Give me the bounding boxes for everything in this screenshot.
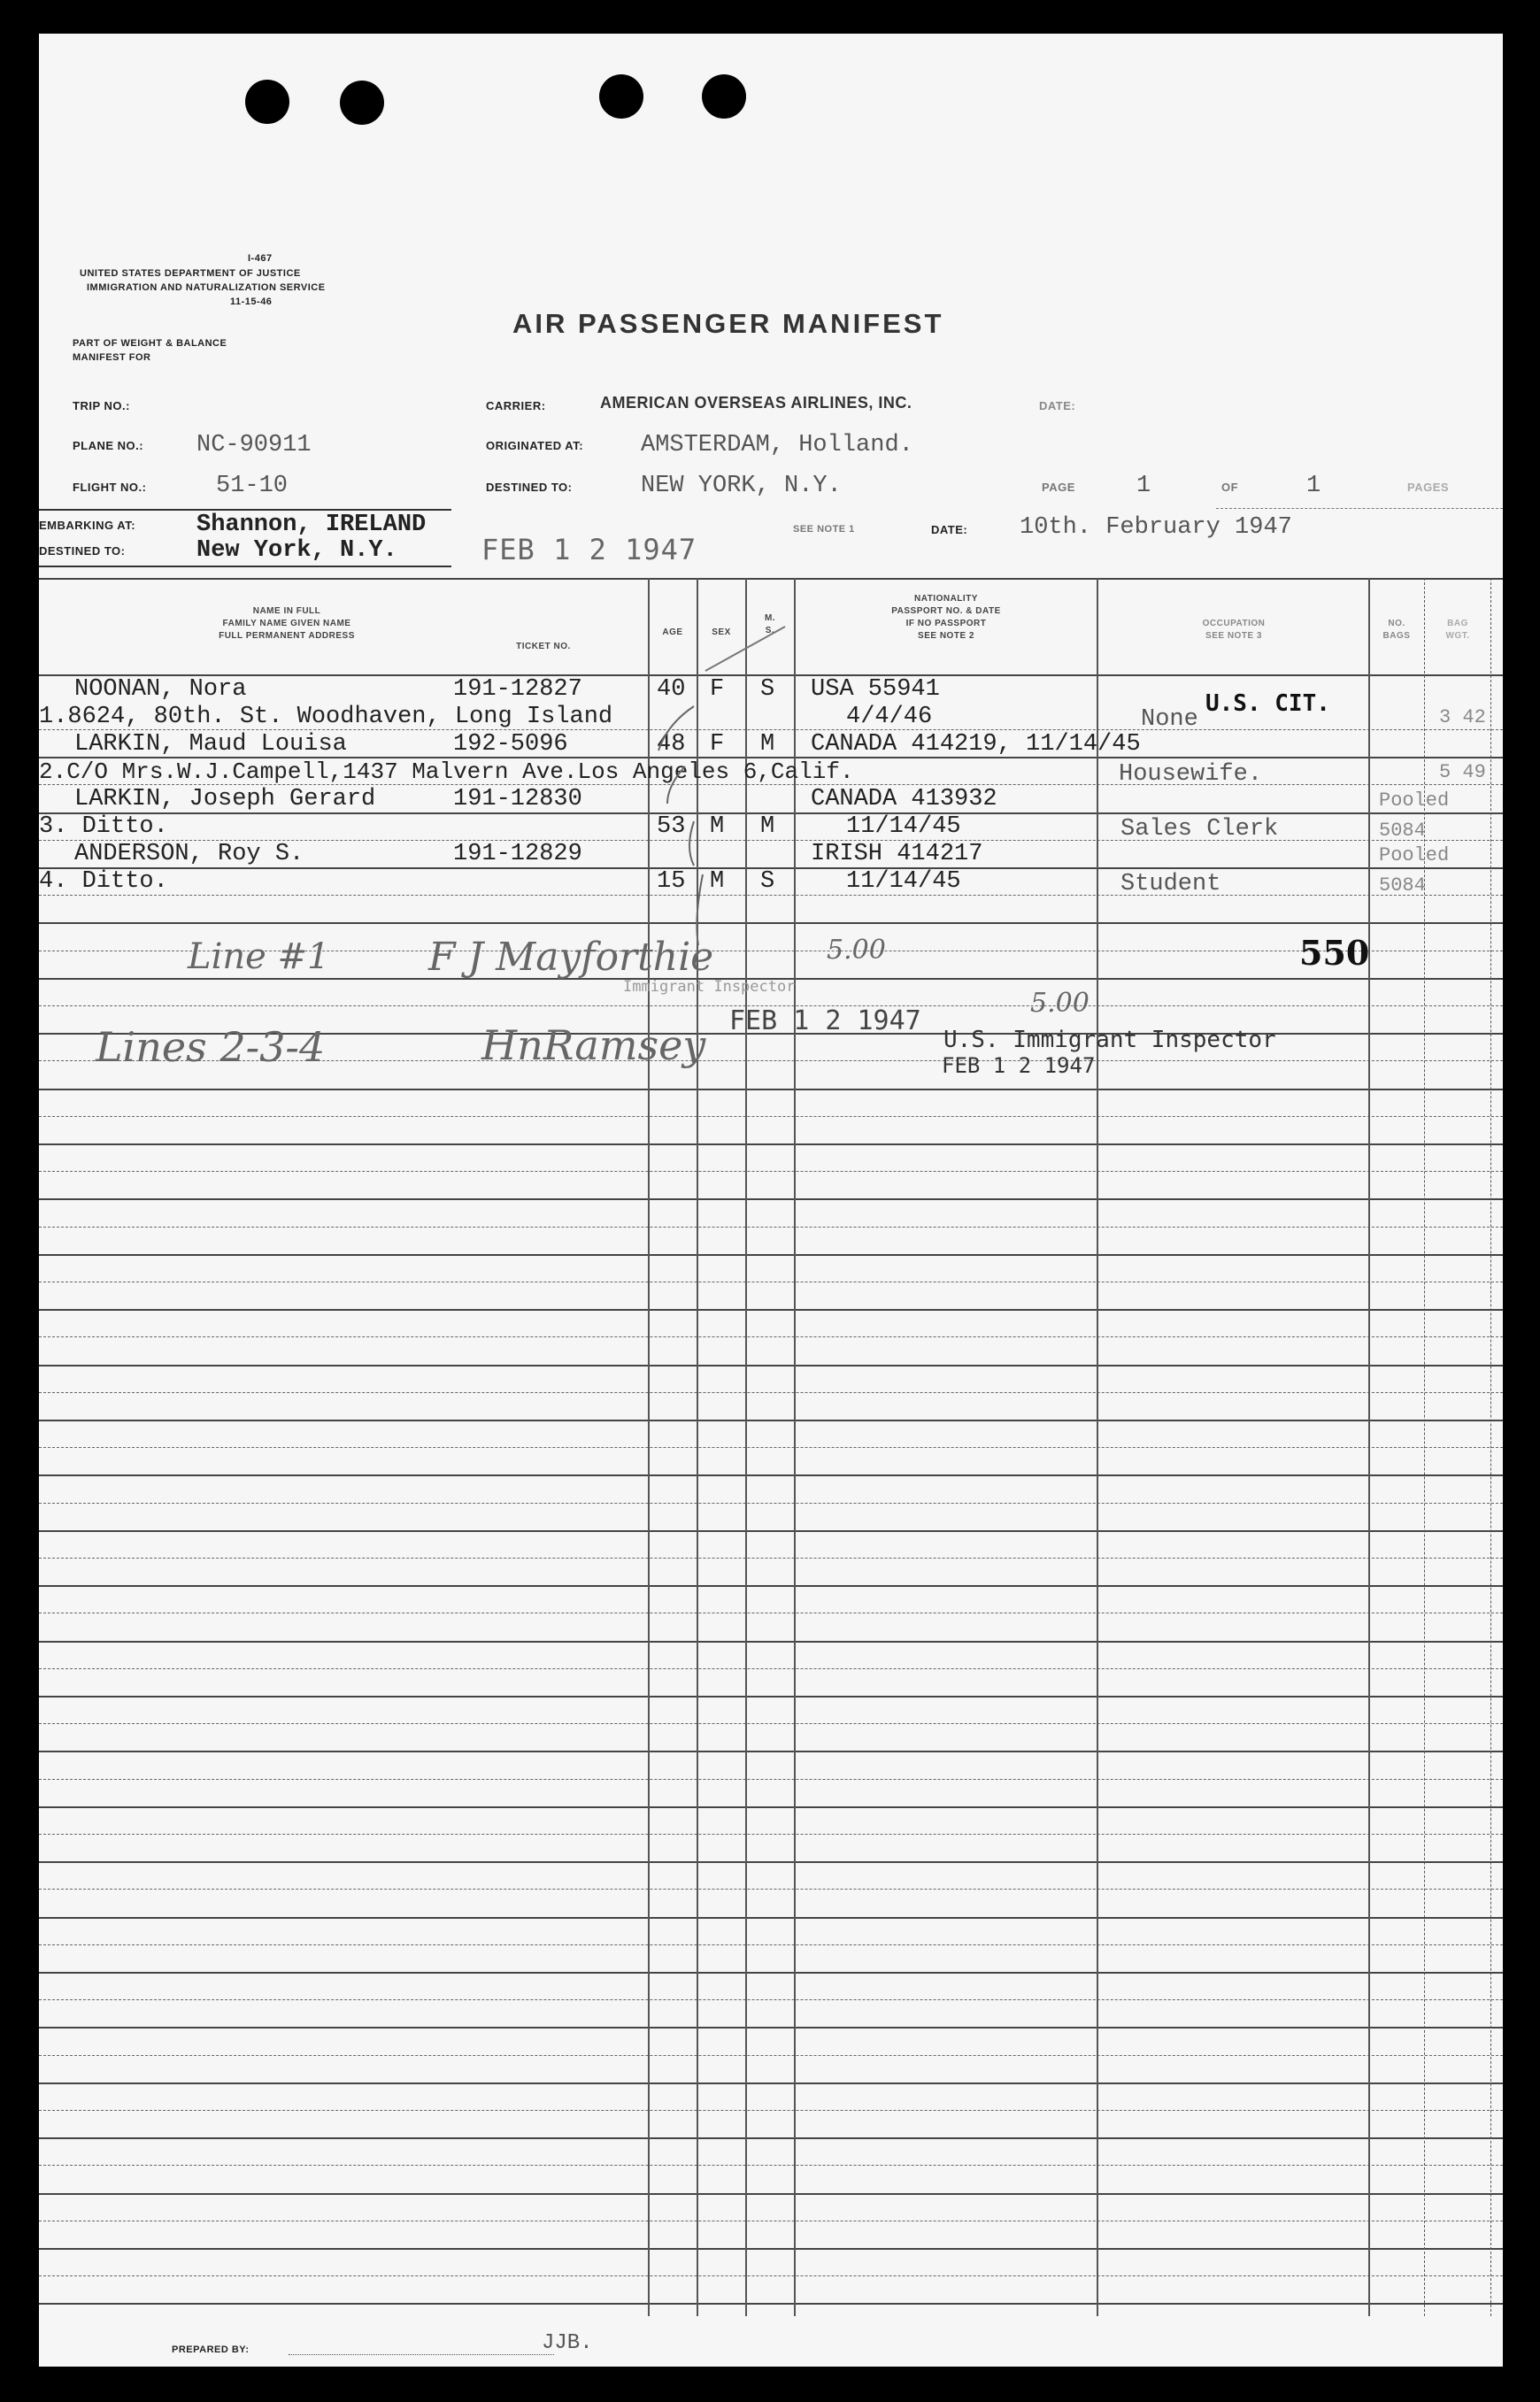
- ruled-line: [39, 1861, 1503, 1863]
- ruled-line: [39, 2137, 1503, 2139]
- prepared-by-label: PREPARED BY:: [172, 2344, 250, 2355]
- passenger-4-ticket: 191-12829: [453, 841, 582, 867]
- ruled-line: [39, 1944, 1503, 1945]
- col-header-address: FULL PERMANENT ADDRESS: [219, 631, 355, 641]
- carrier-value: AMERICAN OVERSEAS AIRLINES, INC.: [600, 394, 912, 412]
- passenger-4-name: ANDERSON, Roy S.: [74, 841, 304, 867]
- col-header-bags: BAGS: [1382, 631, 1411, 641]
- ruled-line: [39, 1696, 1503, 1698]
- passenger-1-name: NOONAN, Nora: [74, 676, 247, 703]
- punch-hole: [702, 74, 746, 119]
- passenger-4-sex: M: [710, 868, 725, 895]
- ruled-line: [39, 1558, 1503, 1559]
- passenger-1-citizen-stamp: U.S. CIT.: [1205, 690, 1330, 717]
- date-label-top: DATE:: [1039, 399, 1076, 412]
- embark-value: Shannon, IRELAND: [196, 512, 427, 538]
- trip-label: TRIP NO.:: [73, 399, 130, 412]
- passenger-3-age: 53: [657, 813, 686, 840]
- ruled-line: [39, 1474, 1503, 1476]
- col-header-age: AGE: [662, 627, 683, 637]
- inspector-stamp-small: Immigrant Inspector: [623, 978, 796, 996]
- col-header-nationality: NATIONALITY: [914, 594, 978, 604]
- service-name: IMMIGRATION AND NATURALIZATION SERVICE: [87, 282, 326, 293]
- col-header-sex: SEX: [712, 627, 731, 637]
- destined-rule: [39, 566, 451, 567]
- passenger-2-sex: F: [710, 731, 725, 758]
- passenger-1-weight: 3 42: [1439, 706, 1486, 728]
- passenger-4-ms: S: [760, 868, 775, 895]
- ruled-line: [39, 2193, 1503, 2195]
- passenger-2-weight: 5 49: [1439, 761, 1486, 783]
- received-stamp: FEB 1 2 1947: [481, 533, 697, 566]
- passenger-4-passport-date: 11/14/45: [846, 868, 961, 895]
- ruled-line: [39, 1530, 1503, 1532]
- embark-label: EMBARKING AT:: [39, 519, 136, 532]
- ruled-line: [39, 2275, 1503, 2276]
- inspector-stamp-title: U.S. Immigrant Inspector: [943, 1027, 1276, 1053]
- ruled-line: [39, 1365, 1503, 1367]
- punch-hole: [599, 74, 643, 119]
- col-header-no: NO.: [1388, 619, 1405, 628]
- ruled-line: [39, 1392, 1503, 1393]
- ruled-line: [39, 1972, 1503, 1974]
- passenger-2-ticket: 192-5096: [453, 731, 568, 758]
- passenger-2-address: 2.C/O Mrs.W.J.Campell,1437 Malvern Ave.Los Angeles 6,Calif.: [39, 758, 854, 785]
- flight-label: FLIGHT NO.:: [73, 481, 147, 494]
- passenger-2-name: LARKIN, Maud Louisa: [74, 731, 347, 758]
- prepared-by-rule: [289, 2354, 554, 2355]
- passenger-3-address: 3. Ditto.: [39, 813, 168, 840]
- handwritten-fee-1: 5.00: [827, 935, 886, 966]
- manifest-page: [39, 34, 1503, 2367]
- ruled-line: [39, 1806, 1503, 1808]
- col-header-m: M.: [764, 613, 776, 623]
- of-value: 1: [1306, 473, 1321, 499]
- passenger-4-age: 15: [657, 868, 686, 895]
- col-header-ticket: TICKET NO.: [516, 642, 571, 651]
- ruled-line: [39, 1143, 1503, 1145]
- originated-value: AMSTERDAM, Holland.: [641, 432, 913, 458]
- passenger-1-sex: F: [710, 676, 725, 703]
- form-number: I-467: [248, 253, 273, 264]
- ruled-line: [39, 1641, 1503, 1643]
- manifest-for-note: MANIFEST FOR: [73, 352, 151, 363]
- col-header-s: S.: [765, 626, 775, 635]
- handwritten-signature-2: HnRamsey: [481, 1021, 706, 1069]
- destined-value: New York, N.Y.: [196, 537, 397, 564]
- plane-value: NC-90911: [196, 432, 312, 458]
- passenger-4-address: 4. Ditto.: [39, 868, 168, 895]
- ruled-line: [39, 2165, 1503, 2166]
- passenger-4-nationality: IRISH 414217: [811, 841, 983, 867]
- table-top-rule: [39, 578, 1503, 580]
- ruled-line: [39, 1309, 1503, 1311]
- passenger-1-address: 1.8624, 80th. St. Woodhaven, Long Island: [39, 704, 613, 730]
- ruled-line: [39, 1420, 1503, 1421]
- stamped-number: 550: [1299, 933, 1370, 973]
- passenger-1-occupation: None: [1141, 706, 1198, 733]
- passenger-3-passport-date: 11/14/45: [846, 813, 961, 840]
- ruled-line: [39, 1227, 1503, 1228]
- ruled-line: [39, 1089, 1503, 1090]
- ruled-line: [39, 1999, 1503, 2000]
- destined-label: DESTINED TO:: [39, 544, 126, 558]
- ruled-line: [39, 2083, 1503, 2084]
- plane-label: PLANE NO.:: [73, 439, 144, 452]
- page-label: PAGE: [1042, 481, 1075, 494]
- ruled-line: [39, 1171, 1503, 1172]
- ruled-line: [39, 1889, 1503, 1890]
- weight-balance-note: PART OF WEIGHT & BALANCE: [73, 338, 227, 349]
- col-header-note-3: SEE NOTE 3: [1205, 631, 1262, 641]
- ruled-line: [39, 1668, 1503, 1669]
- ruled-line: [39, 1254, 1503, 1256]
- page-value: 1: [1136, 473, 1151, 499]
- handwritten-signature-1: F J Mayforthie: [428, 935, 714, 980]
- dest2-label: DESTINED TO:: [486, 481, 573, 494]
- originated-label: ORIGINATED AT:: [486, 439, 584, 452]
- ruled-line: [39, 1751, 1503, 1752]
- col-header-wgt: WGT.: [1445, 631, 1470, 641]
- punch-hole: [245, 80, 289, 124]
- ruled-line: [39, 1585, 1503, 1587]
- passenger-4-weight: Pooled 5084: [1379, 844, 1450, 897]
- passenger-4-occupation: Student: [1120, 871, 1221, 897]
- col-header-occupation: OCCUPATION: [1202, 619, 1266, 628]
- dest2-value: NEW YORK, N.Y.: [641, 473, 842, 499]
- col-header-family-given: FAMILY NAME GIVEN NAME: [222, 619, 351, 628]
- carrier-label: CARRIER:: [486, 399, 546, 412]
- passenger-3-occupation: Sales Clerk: [1120, 816, 1279, 843]
- passenger-3-ms: M: [760, 813, 775, 840]
- ruled-line: [39, 1834, 1503, 1835]
- punch-hole: [340, 81, 384, 125]
- ruled-line: [39, 1503, 1503, 1504]
- passenger-3-weight: Pooled 5084: [1379, 789, 1450, 842]
- inspector-stamp-date-1: FEB 1 2 1947: [729, 1005, 921, 1036]
- passenger-3-name: LARKIN, Joseph Gerard: [74, 786, 376, 812]
- passenger-2-age: 48: [657, 731, 686, 758]
- passenger-1-passport-date: 4/4/46: [846, 704, 933, 730]
- ruled-line: [39, 2055, 1503, 2056]
- ruled-line: [39, 1723, 1503, 1724]
- handwritten-lines-2-3-4: Lines 2-3-4: [96, 1023, 326, 1071]
- flight-value: 51-10: [216, 473, 289, 499]
- ruled-line: [39, 1336, 1503, 1337]
- col-divider-nat-occ: [1097, 578, 1098, 2316]
- ruled-line: [39, 1116, 1503, 1117]
- ruled-line: [39, 2303, 1503, 2305]
- ruled-line: [39, 1198, 1503, 1200]
- ruled-line: [39, 1917, 1503, 1919]
- passenger-3-ticket: 191-12830: [453, 786, 582, 812]
- date-label: DATE:: [931, 523, 968, 536]
- col-divider-occ-bags: [1368, 578, 1370, 2316]
- handwritten-check-marks: [632, 653, 809, 972]
- passenger-2-ms: M: [760, 731, 775, 758]
- ruled-line: [39, 1447, 1503, 1448]
- embark-rule: [39, 509, 451, 511]
- prepared-by-value: JJB.: [542, 2331, 593, 2355]
- pages-rule: [1216, 508, 1503, 509]
- handwritten-line-1: Line #1: [188, 936, 330, 977]
- passenger-2-occupation: Housewife.: [1119, 761, 1263, 788]
- passenger-1-ms: S: [760, 676, 775, 703]
- of-label: OF: [1221, 481, 1239, 494]
- agency-name: UNITED STATES DEPARTMENT OF JUSTICE: [80, 268, 301, 279]
- col-header-no-passport: IF NO PASSPORT: [905, 619, 987, 628]
- col-header-note-2: SEE NOTE 2: [918, 631, 974, 641]
- ruled-line: [39, 2248, 1503, 2250]
- inspector-stamp-date-2: FEB 1 2 1947: [942, 1053, 1096, 1078]
- manifest-title: AIR PASSENGER MANIFEST: [512, 308, 944, 339]
- handwritten-fee-2: 5.00: [1030, 988, 1090, 1019]
- ruled-line: [39, 2027, 1503, 2029]
- passenger-1-age: 40: [657, 676, 686, 703]
- passenger-2-nationality: CANADA 414219, 11/14/45: [811, 731, 1141, 758]
- form-date: 11-15-46: [230, 296, 273, 307]
- ruled-line: [39, 1779, 1503, 1780]
- passenger-1-nationality: USA 55941: [811, 676, 940, 703]
- passenger-3-sex: M: [710, 813, 725, 840]
- ruled-line: [39, 2110, 1503, 2111]
- see-note-1: SEE NOTE 1: [793, 524, 855, 535]
- passenger-3-nationality: CANADA 413932: [811, 786, 997, 812]
- passenger-1-ticket: 191-12827: [453, 676, 582, 703]
- col-header-bag: BAG: [1447, 619, 1468, 628]
- col-header-passport: PASSPORT NO. & DATE: [891, 606, 1001, 616]
- date-value: 10th. February 1947: [1020, 514, 1292, 541]
- col-header-name: NAME IN FULL: [252, 606, 321, 616]
- pages-label: PAGES: [1407, 481, 1450, 494]
